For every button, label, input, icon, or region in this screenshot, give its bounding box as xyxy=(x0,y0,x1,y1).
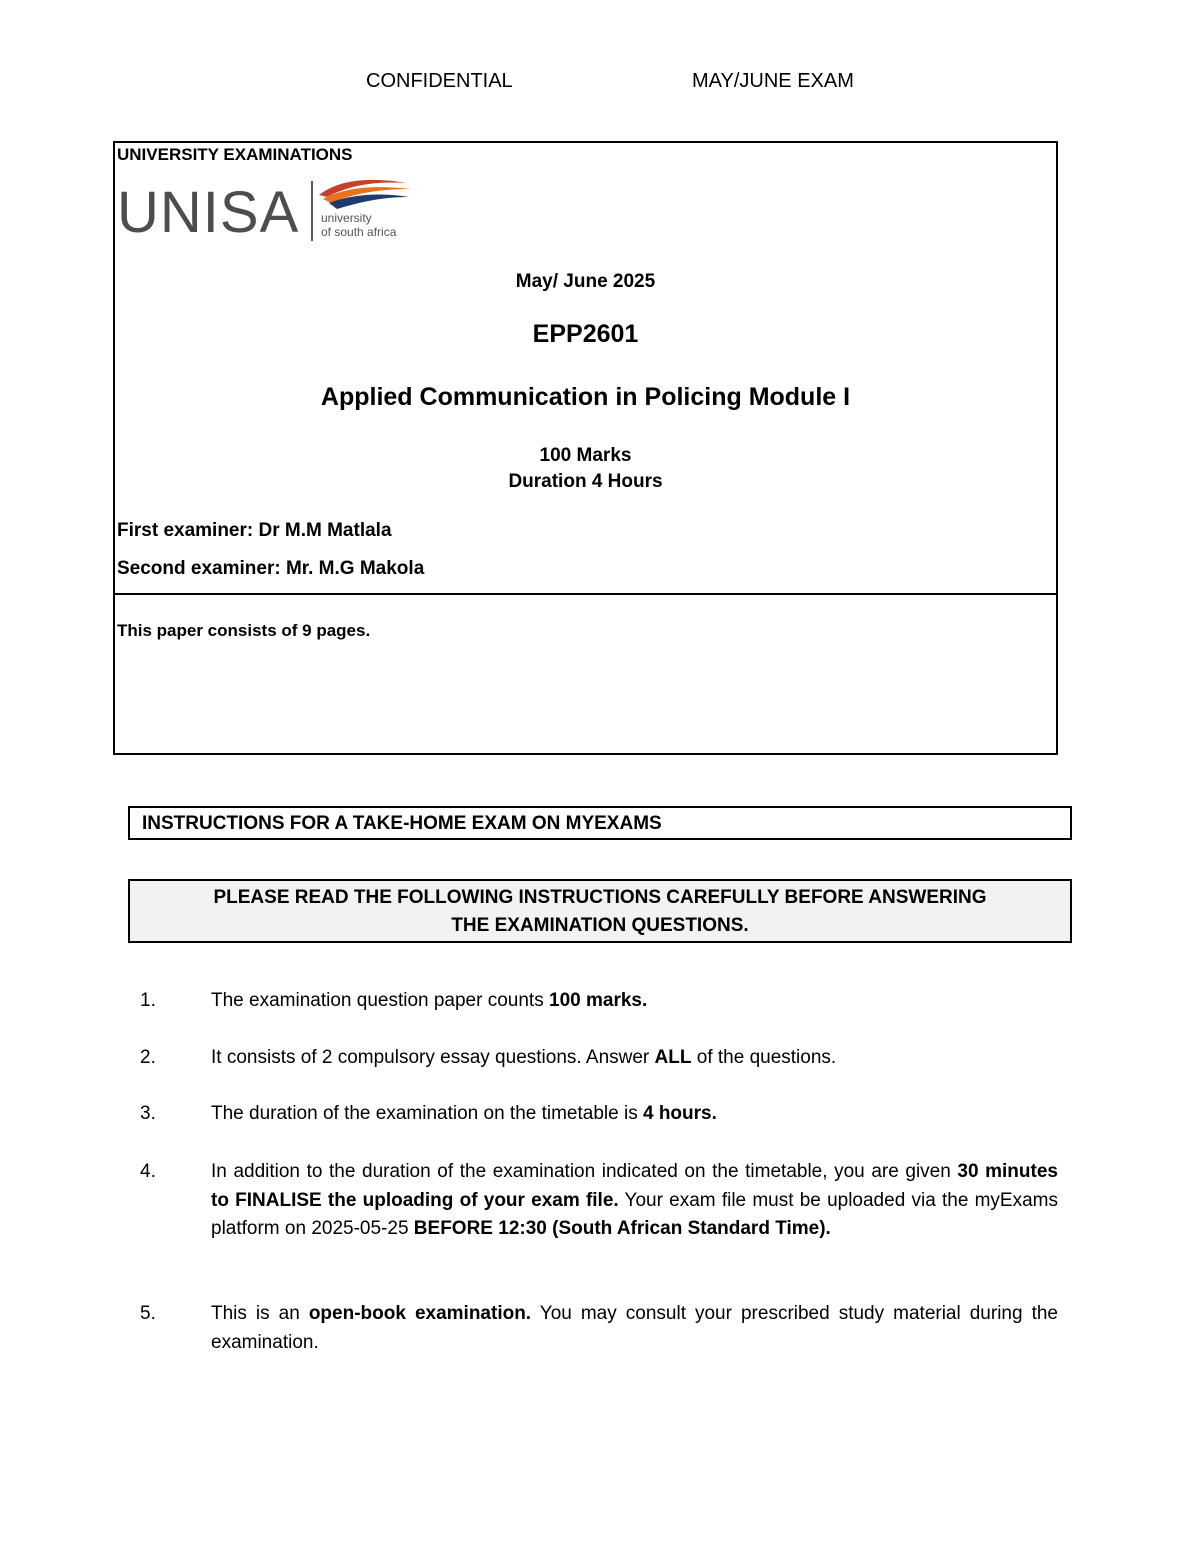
logo-sub-of-south-africa: of south africa xyxy=(321,225,397,239)
module-title: Applied Communication in Policing Module I xyxy=(320,383,851,411)
item-text: The duration of the examination on the timetable is 4 hours. xyxy=(211,1103,717,1124)
page-count-note: This paper consists of 9 pages. xyxy=(117,621,371,640)
item-number: 4. xyxy=(140,1161,156,1182)
exam-duration: Duration 4 Hours xyxy=(508,471,663,492)
item-text: It consists of 2 compulsory essay questions. Answer ALL of the questions. xyxy=(211,1047,837,1068)
item-text: This is an open-book examination. You may consult your prescribed study material during the examination. xyxy=(211,1303,1058,1353)
item-number: 2. xyxy=(140,1047,156,1068)
cover-box xyxy=(113,141,1058,755)
notice-line-1: PLEASE READ THE FOLLOWING INSTRUCTIONS CAREFULLY BEFORE ANSWERING xyxy=(213,887,987,908)
logo-flag-icon xyxy=(315,177,415,213)
module-code: EPP2601 xyxy=(532,320,639,348)
logo-sub-university: university xyxy=(321,211,372,225)
unisa-logo xyxy=(117,175,417,251)
first-examiner: First examiner: Dr M.M Matlala xyxy=(117,520,392,541)
item-text: In addition to the duration of the examination indicated on the timetable, you are given 30 minutes to FINALISE the uploading of your exam file. Your exam file must be uploaded via the myExams platform on 2025-05-25 BEFORE 12:30 (South African Standard Time). xyxy=(211,1161,1058,1239)
notice-line-2: THE EXAMINATION QUESTIONS. xyxy=(451,915,749,936)
item-number: 5. xyxy=(140,1303,156,1324)
exam-session: May/ June 2025 xyxy=(515,271,656,292)
logo-divider xyxy=(311,181,313,241)
cover-divider xyxy=(115,593,1056,595)
read-instructions-notice xyxy=(128,879,1072,943)
item-text: The examination question paper counts 100 marks. xyxy=(211,990,648,1011)
item-number: 3. xyxy=(140,1103,156,1124)
logo-wordmark: UNISA xyxy=(117,180,300,245)
university-examinations-label: UNIVERSITY EXAMINATIONS xyxy=(117,145,353,164)
second-examiner: Second examiner: Mr. M.G Makola xyxy=(117,558,425,579)
instructions-heading: INSTRUCTIONS FOR A TAKE-HOME EXAM ON MYEXAMS xyxy=(128,806,1072,840)
total-marks: 100 Marks xyxy=(539,445,632,466)
header-exam-period: MAY/JUNE EXAM xyxy=(692,70,854,92)
header-confidential: CONFIDENTIAL xyxy=(366,70,513,92)
item-number: 1. xyxy=(140,990,156,1011)
